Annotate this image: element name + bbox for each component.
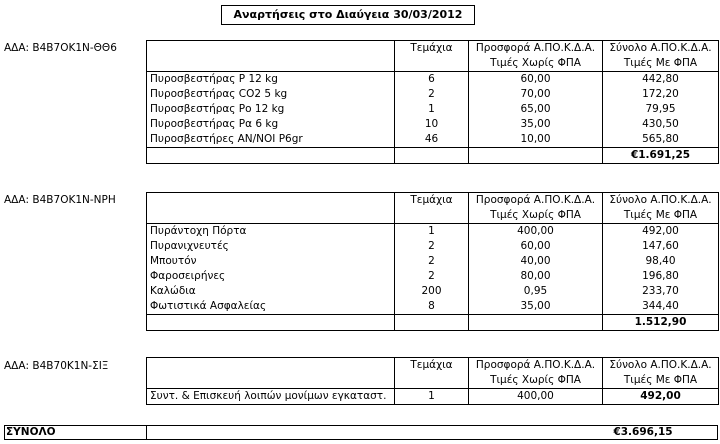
table-row (147, 389, 719, 405)
item-total: 565,80 (603, 132, 719, 148)
item-qty: 2 (395, 239, 469, 254)
item-name: Φαροσειρήνες (147, 269, 395, 284)
item-total: 147,60 (603, 239, 719, 254)
table-cell (395, 148, 469, 164)
table-cell (147, 208, 395, 224)
item-total: 442,80 (603, 72, 719, 88)
table-row (147, 269, 719, 284)
item-offer: 80,00 (469, 269, 603, 284)
item-total: 98,40 (603, 254, 719, 269)
item-qty: 2 (395, 87, 469, 102)
item-total: 344,40 (603, 299, 719, 315)
item-offer: 0,95 (469, 284, 603, 299)
item-offer: 40,00 (469, 254, 603, 269)
table-cell (147, 41, 395, 57)
items-table (146, 192, 719, 331)
item-name: Πυρανιχνευτές (147, 239, 395, 254)
table-cell (395, 373, 469, 389)
item-name: Φωτιστικά Ασφαλείας (147, 299, 395, 315)
item-name: Πυροσβεστήρας CO2 5 kg (147, 87, 395, 102)
qty-header: Τεμάχια (395, 193, 469, 209)
total-subheader: Τιμές Με ΦΠΑ (603, 373, 719, 389)
table-cell (469, 148, 603, 164)
table-row (147, 299, 719, 315)
item-qty: 1 (395, 389, 469, 405)
table-cell (395, 208, 469, 224)
qty-header: Τεμάχια (395, 358, 469, 374)
item-qty: 6 (395, 72, 469, 88)
item-qty: 200 (395, 284, 469, 299)
item-name: Συντ. & Επισκευή λοιπών μονίμων εγκαταστ. (147, 389, 395, 405)
table-cell (147, 358, 395, 374)
qty-header: Τεμάχια (395, 41, 469, 57)
offer-subheader: Τιμές Χωρίς ΦΠΑ (469, 373, 603, 389)
total-header: Σύνολο Α.ΠΟ.Κ.Δ.Α. (603, 41, 719, 57)
item-name: Καλώδια (147, 284, 395, 299)
item-offer: 70,00 (469, 87, 603, 102)
total-subheader: Τιμές Με ΦΠΑ (603, 208, 719, 224)
item-total: 492,00 (603, 224, 719, 240)
sum-row (147, 148, 719, 164)
grand-total-value: €3.696,15 (613, 426, 673, 438)
item-qty: 2 (395, 269, 469, 284)
ada-code: ΑΔΑ: Β4Β7ΟΚ1Ν-ΝΡΗ (4, 194, 116, 206)
item-name: Πυροσβεστήρας Ρα 6 kg (147, 117, 395, 132)
item-offer: 65,00 (469, 102, 603, 117)
offer-header: Προσφορά Α.ΠΟ.Κ.Δ.Α. (469, 358, 603, 374)
item-offer: 10,00 (469, 132, 603, 148)
item-qty: 8 (395, 299, 469, 315)
page-title: Αναρτήσεις στο Διαύγεια 30/03/2012 (221, 5, 475, 25)
item-offer: 35,00 (469, 117, 603, 132)
divider (146, 425, 147, 440)
item-total: 172,20 (603, 87, 719, 102)
table-row (147, 117, 719, 132)
item-offer: 35,00 (469, 299, 603, 315)
item-name: Πυροσβεστήρας Ρ 12 kg (147, 72, 395, 88)
item-qty: 46 (395, 132, 469, 148)
block-sum: €1.691,25 (603, 148, 719, 164)
item-offer: 400,00 (469, 224, 603, 240)
item-total: 492,00 (603, 389, 719, 405)
table-cell (147, 56, 395, 72)
offer-header: Προσφορά Α.ΠΟ.Κ.Δ.Α. (469, 193, 603, 209)
total-subheader: Τιμές Με ΦΠΑ (603, 56, 719, 72)
table-cell (147, 373, 395, 389)
item-name: Πυροσβεστήρας Ρο 12 kg (147, 102, 395, 117)
offer-subheader: Τιμές Χωρίς ΦΠΑ (469, 208, 603, 224)
item-qty: 10 (395, 117, 469, 132)
items-table (146, 357, 719, 405)
offer-subheader: Τιμές Χωρίς ΦΠΑ (469, 56, 603, 72)
block-sum: 1.512,90 (603, 315, 719, 331)
table-row (147, 72, 719, 88)
table-cell (147, 148, 395, 164)
total-header: Σύνολο Α.ΠΟ.Κ.Δ.Α. (603, 193, 719, 209)
table-cell (469, 315, 603, 331)
item-offer: 400,00 (469, 389, 603, 405)
offer-header: Προσφορά Α.ΠΟ.Κ.Δ.Α. (469, 41, 603, 57)
table-cell (147, 315, 395, 331)
item-name: Πυροσβεστήρες ΑΝ/ΝΟΙ Ρ6gr (147, 132, 395, 148)
ada-code: ΑΔΑ: Β4Β70Κ1Ν-ΣΙΞ (4, 360, 109, 372)
grand-total-label: ΣΥΝΟΛΟ (6, 426, 56, 438)
table-row (147, 254, 719, 269)
table-row (147, 224, 719, 240)
item-name: Μπουτόν (147, 254, 395, 269)
table-row (147, 132, 719, 148)
sum-row (147, 315, 719, 331)
item-qty: 1 (395, 224, 469, 240)
table-row (147, 102, 719, 117)
item-offer: 60,00 (469, 72, 603, 88)
table-cell (147, 193, 395, 209)
table-cell (395, 315, 469, 331)
total-header: Σύνολο Α.ΠΟ.Κ.Δ.Α. (603, 358, 719, 374)
table-row (147, 284, 719, 299)
item-qty: 2 (395, 254, 469, 269)
item-total: 196,80 (603, 269, 719, 284)
item-offer: 60,00 (469, 239, 603, 254)
table-cell (395, 56, 469, 72)
table-row (147, 87, 719, 102)
item-total: 233,70 (603, 284, 719, 299)
item-qty: 1 (395, 102, 469, 117)
item-name: Πυράντοχη Πόρτα (147, 224, 395, 240)
item-total: 79,95 (603, 102, 719, 117)
table-row (147, 239, 719, 254)
items-table (146, 40, 719, 164)
item-total: 430,50 (603, 117, 719, 132)
ada-code: ΑΔΑ: Β4Β7ΟΚ1Ν-ΘΘ6 (4, 42, 117, 54)
